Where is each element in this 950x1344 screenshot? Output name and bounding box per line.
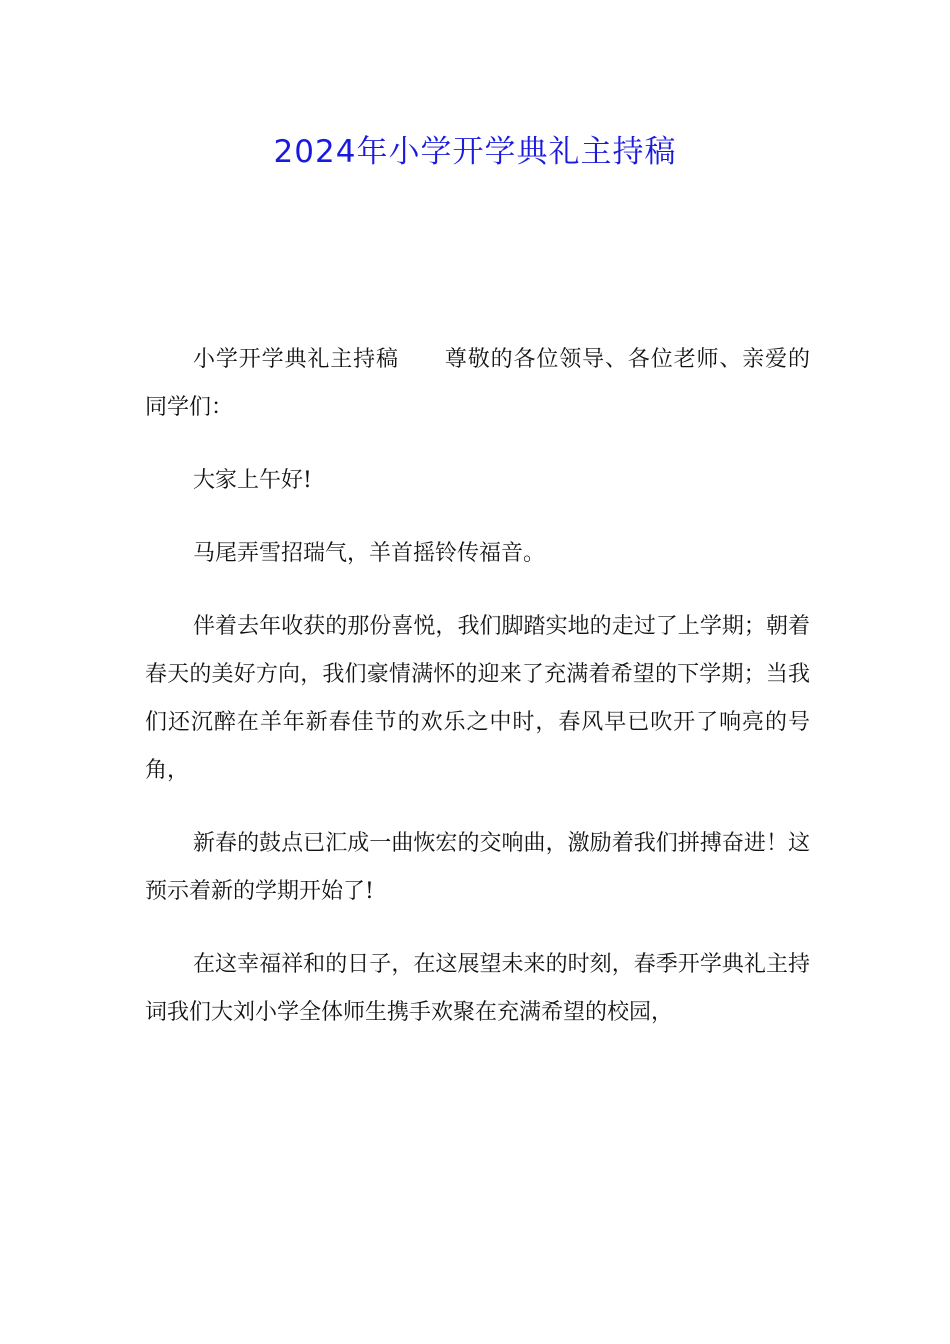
paragraph: 大家上午好! (193, 468, 312, 493)
document-body (145, 336, 810, 1062)
paragraph: 在这幸福祥和的日子，在这展望未来的时刻，春季开学典礼主持词我们大刘小学全体师生携手欢聚在充满希望的校园， (145, 952, 810, 1025)
greeting-text: 尊敬的各位领导、各位老师、亲爱的同学们： (145, 347, 810, 420)
paragraph-greeting (145, 336, 810, 432)
document-title: 2024年小学开学典礼主持稿 (273, 134, 677, 170)
paragraph: 马尾弄雪招瑞气，羊首摇铃传福音。 (193, 541, 546, 566)
paragraph: 新春的鼓点已汇成一曲恢宏的交响曲，激励着我们拼搏奋进！这预示着新的学期开始了! (145, 831, 810, 904)
paragraph: 伴着去年收获的那份喜悦，我们脚踏实地的走过了上学期；朝着春天的美好方向，我们豪情满怀的迎来了充满着希望的下学期；当我们还沉醉在羊年新春佳节的欢乐之中时，春风早已吹开了响亮的号角， (145, 614, 810, 783)
intro-heading: 小学开学典礼主持稿 (193, 347, 399, 372)
